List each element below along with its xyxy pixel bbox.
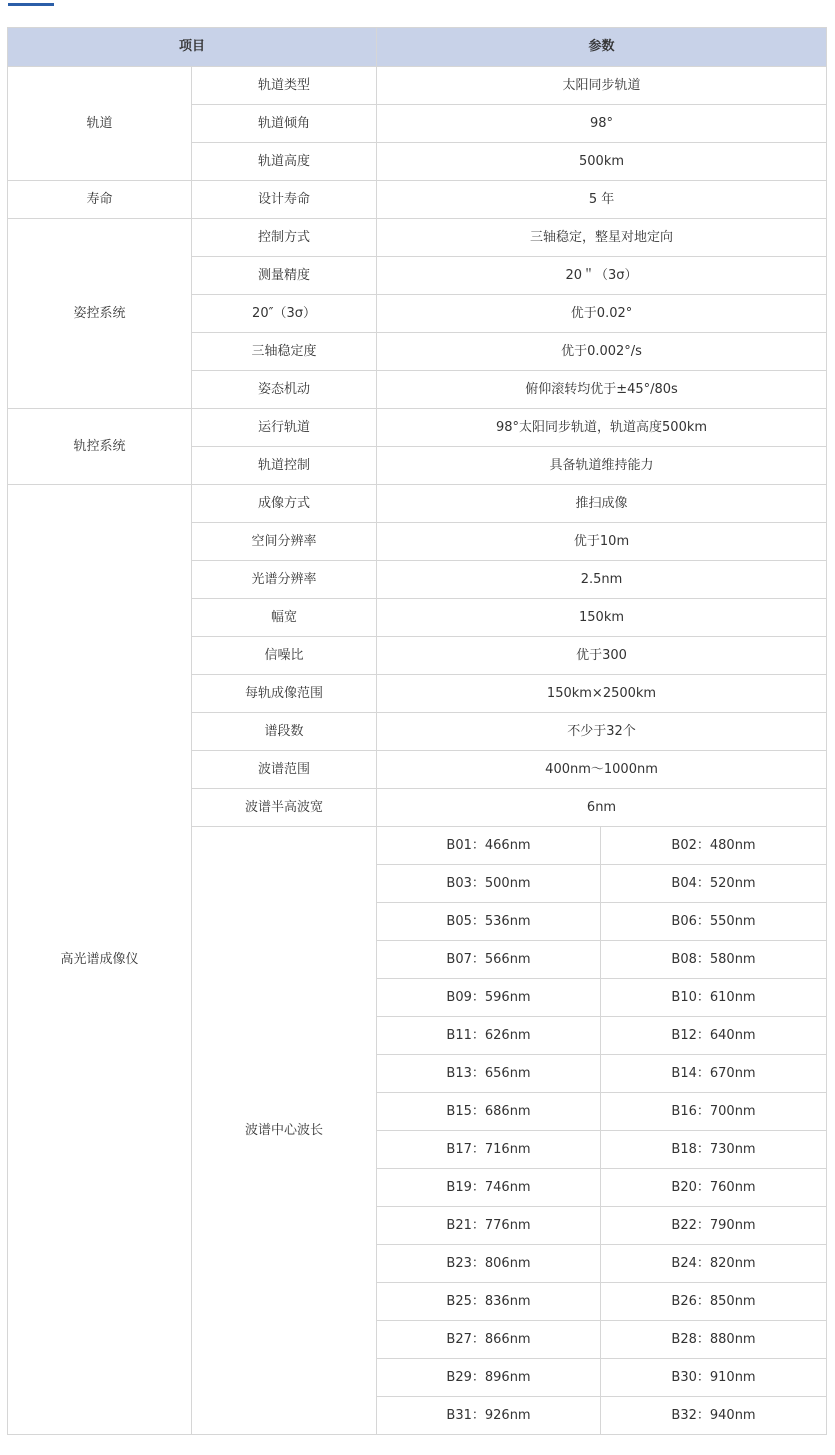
- param-value: 5 年: [377, 181, 827, 219]
- param-value: 太阳同步轨道: [377, 67, 827, 105]
- table-row: [8, 219, 827, 257]
- band-value: B04：520nm: [601, 865, 827, 903]
- band-value: B21：776nm: [377, 1207, 601, 1245]
- band-value: B25：836nm: [377, 1283, 601, 1321]
- param-value: 优于300: [377, 637, 827, 675]
- band-value: B09：596nm: [377, 979, 601, 1017]
- param-value: 优于0.02°: [377, 295, 827, 333]
- band-value: B28：880nm: [601, 1321, 827, 1359]
- band-value: B15：686nm: [377, 1093, 601, 1131]
- table-row: [8, 485, 827, 523]
- band-value: B23：806nm: [377, 1245, 601, 1283]
- param-value: 98°太阳同步轨道，轨道高度500km: [377, 409, 827, 447]
- param-value: 三轴稳定，整星对地定向: [377, 219, 827, 257]
- param-value: 2.5nm: [377, 561, 827, 599]
- table-body: [8, 67, 827, 1435]
- item-label: 成像方式: [192, 485, 377, 523]
- param-value: 500km: [377, 143, 827, 181]
- band-value: B05：536nm: [377, 903, 601, 941]
- band-value: B20：760nm: [601, 1169, 827, 1207]
- param-value: 俯仰滚转均优于±45°/80s: [377, 371, 827, 409]
- item-label: 控制方式: [192, 219, 377, 257]
- item-label: 轨道倾角: [192, 105, 377, 143]
- param-value: 优于0.002°/s: [377, 333, 827, 371]
- band-value: B27：866nm: [377, 1321, 601, 1359]
- table-header-row: [8, 28, 827, 67]
- item-label: 测量精度: [192, 257, 377, 295]
- item-label: 谱段数: [192, 713, 377, 751]
- table-row: [8, 67, 827, 105]
- section-accent-bar: [8, 3, 54, 6]
- group-label: 轨控系统: [8, 409, 192, 485]
- item-label: 轨道高度: [192, 143, 377, 181]
- item-label: 20″（3σ）: [192, 295, 377, 333]
- band-value: B03：500nm: [377, 865, 601, 903]
- band-value: B06：550nm: [601, 903, 827, 941]
- band-value: B07：566nm: [377, 941, 601, 979]
- group-label: 姿控系统: [8, 219, 192, 409]
- item-label: 波谱范围: [192, 751, 377, 789]
- table-row: [8, 409, 827, 447]
- header-item: 项目: [8, 28, 377, 67]
- band-value: B11：626nm: [377, 1017, 601, 1055]
- group-label: 寿命: [8, 181, 192, 219]
- param-value: 6nm: [377, 789, 827, 827]
- param-value: 20＂（3σ）: [377, 257, 827, 295]
- param-value: 不少于32个: [377, 713, 827, 751]
- param-value: 400nm～1000nm: [377, 751, 827, 789]
- band-value: B01：466nm: [377, 827, 601, 865]
- band-value: B13：656nm: [377, 1055, 601, 1093]
- item-label: 设计寿命: [192, 181, 377, 219]
- param-value: 150km: [377, 599, 827, 637]
- item-label: 每轨成像范围: [192, 675, 377, 713]
- item-label: 运行轨道: [192, 409, 377, 447]
- param-value: 推扫成像: [377, 485, 827, 523]
- band-value: B12：640nm: [601, 1017, 827, 1055]
- band-value: B19：746nm: [377, 1169, 601, 1207]
- band-value: B16：700nm: [601, 1093, 827, 1131]
- band-value: B24：820nm: [601, 1245, 827, 1283]
- band-value: B22：790nm: [601, 1207, 827, 1245]
- band-value: B17：716nm: [377, 1131, 601, 1169]
- item-label: 姿态机动: [192, 371, 377, 409]
- param-value: 98°: [377, 105, 827, 143]
- table-row: [8, 181, 827, 219]
- item-label: 三轴稳定度: [192, 333, 377, 371]
- item-label: 光谱分辨率: [192, 561, 377, 599]
- group-label: 轨道: [8, 67, 192, 181]
- param-value: 具备轨道维持能力: [377, 447, 827, 485]
- group-label: 高光谱成像仪: [8, 485, 192, 1435]
- band-value: B32：940nm: [601, 1397, 827, 1435]
- band-value: B10：610nm: [601, 979, 827, 1017]
- band-value: B08：580nm: [601, 941, 827, 979]
- item-label: 信噪比: [192, 637, 377, 675]
- band-value: B02：480nm: [601, 827, 827, 865]
- band-value: B31：926nm: [377, 1397, 601, 1435]
- item-label: 轨道控制: [192, 447, 377, 485]
- param-value: 150km×2500km: [377, 675, 827, 713]
- band-value: B26：850nm: [601, 1283, 827, 1321]
- band-value: B14：670nm: [601, 1055, 827, 1093]
- band-center-label: 波谱中心波长: [192, 827, 377, 1435]
- band-value: B30：910nm: [601, 1359, 827, 1397]
- item-label: 幅宽: [192, 599, 377, 637]
- item-label: 波谱半高波宽: [192, 789, 377, 827]
- header-parameter: 参数: [377, 28, 827, 67]
- satellite-spec-table: [7, 27, 827, 1435]
- param-value: 优于10m: [377, 523, 827, 561]
- item-label: 空间分辨率: [192, 523, 377, 561]
- item-label: 轨道类型: [192, 67, 377, 105]
- band-value: B29：896nm: [377, 1359, 601, 1397]
- band-value: B18：730nm: [601, 1131, 827, 1169]
